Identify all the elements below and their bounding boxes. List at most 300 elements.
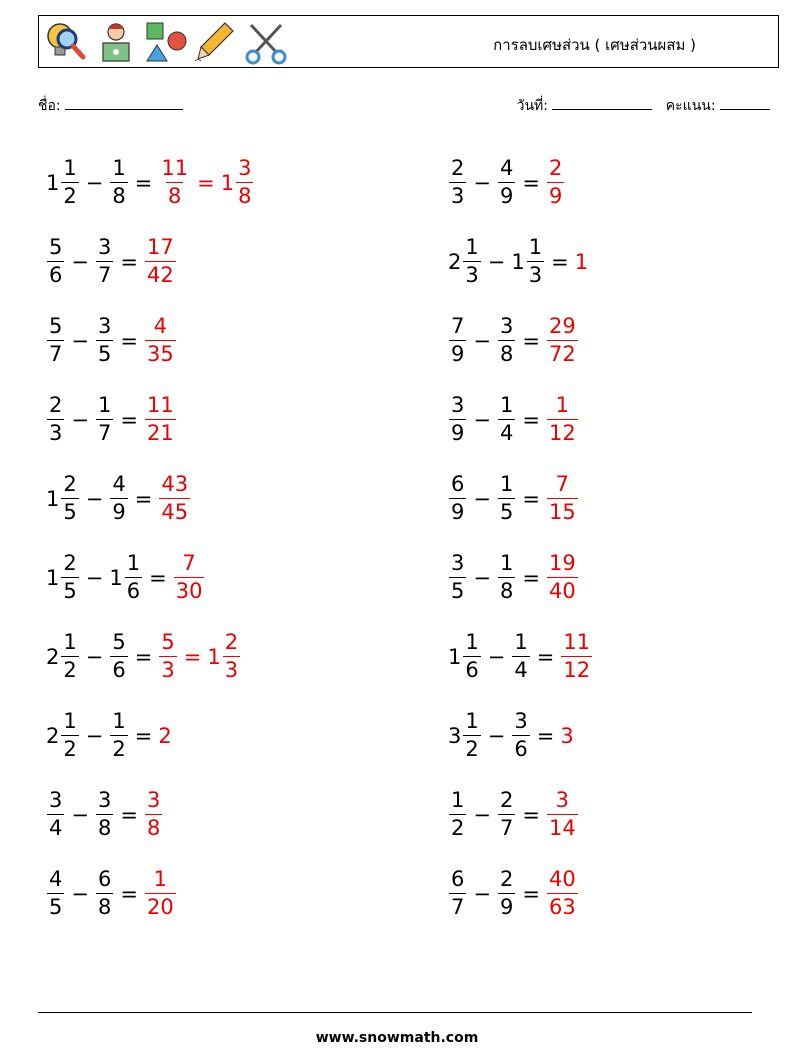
answer — [560, 632, 593, 681]
minuend-numerator: 2 — [451, 156, 465, 180]
answer — [144, 316, 177, 365]
answer-fraction — [159, 158, 190, 207]
minuend-whole: 2 — [448, 249, 462, 274]
subtrahend-denominator: 5 — [499, 500, 514, 524]
minuend-number — [46, 474, 80, 523]
answer-numerator: 5 — [161, 630, 175, 654]
minuend-numerator: 3 — [49, 788, 63, 812]
answer-numerator: 3 — [146, 788, 161, 812]
answer-fraction — [145, 316, 176, 365]
score-blank-line[interactable] — [720, 98, 770, 110]
answer-denominator: 15 — [548, 500, 576, 524]
minuend-number — [448, 316, 467, 365]
equals-sign: = — [120, 407, 138, 432]
subtrahend-number — [497, 158, 516, 207]
minuend-number — [46, 553, 80, 602]
answer-fraction — [547, 790, 578, 839]
problem-row — [448, 538, 593, 617]
minuend-denominator: 3 — [49, 421, 63, 445]
subtrahend-number — [497, 395, 516, 444]
minuend-denominator: 9 — [451, 342, 465, 366]
subtrahend-fraction — [125, 553, 142, 602]
equals-sign: = — [134, 170, 153, 195]
subtrahend-number — [497, 553, 516, 602]
answer-number — [207, 632, 241, 681]
subtrahend-denominator: 7 — [97, 421, 112, 445]
subtrahend-numerator: 4 — [499, 156, 514, 180]
minuend-whole: 2 — [46, 723, 60, 748]
minuend-numerator: 3 — [451, 551, 465, 575]
subtrahend-denominator: 2 — [112, 737, 126, 761]
problems-column-right — [448, 143, 593, 933]
answer-numerator: 1 — [555, 393, 570, 417]
problem-row — [46, 775, 254, 854]
date-score-fields — [517, 95, 770, 117]
answer-denominator: 3 — [224, 658, 239, 682]
subtrahend-numerator: 1 — [97, 393, 112, 417]
minuend-numerator: 6 — [451, 867, 465, 891]
answer-denominator: 12 — [548, 421, 576, 445]
minuend-numerator: 2 — [63, 551, 77, 575]
minuend-number — [448, 474, 467, 523]
minuend-denominator: 2 — [63, 737, 77, 761]
answer — [144, 237, 177, 286]
answer-whole: 1 — [220, 170, 235, 195]
subtrahend-fraction — [512, 632, 529, 681]
answer-fraction — [547, 395, 578, 444]
equals-sign: = — [522, 407, 540, 432]
equals-sign: = — [522, 486, 540, 511]
answer — [546, 869, 579, 918]
subtrahend-denominator: 7 — [97, 263, 112, 287]
answer-fraction — [145, 395, 176, 444]
date-blank-line[interactable] — [552, 98, 652, 110]
footer-divider — [38, 1012, 752, 1013]
subtrahend-whole: 1 — [511, 249, 525, 274]
subtrahend-numerator: 4 — [112, 472, 126, 496]
answer-denominator: 40 — [548, 579, 576, 603]
answer — [546, 553, 579, 602]
answer-fraction — [174, 553, 205, 602]
answer-number — [221, 158, 255, 207]
answer-fraction — [159, 474, 190, 523]
minuend-fraction — [449, 790, 466, 839]
answer — [546, 474, 579, 523]
minuend-numerator: 7 — [451, 314, 465, 338]
subtrahend-denominator: 4 — [499, 421, 514, 445]
answer — [158, 724, 172, 748]
subtrahend-numerator: 1 — [112, 156, 126, 180]
answer-number — [144, 395, 177, 444]
minuend-number — [46, 395, 65, 444]
answer-number — [144, 790, 163, 839]
minuend-denominator: 4 — [49, 816, 63, 840]
subtrahend-fraction — [96, 237, 113, 286]
answer-numerator: 43 — [161, 472, 189, 496]
subtrahend-numerator: 1 — [499, 393, 514, 417]
subtrahend-fraction — [96, 869, 113, 918]
subtrahend-numerator: 3 — [514, 709, 528, 733]
equals-sign: = — [134, 723, 153, 748]
answer-numerator: 11 — [161, 156, 189, 180]
answer-denominator: 14 — [548, 816, 576, 840]
subtrahend-fraction — [498, 395, 515, 444]
subtrahend-numerator: 1 — [499, 551, 514, 575]
minuend-denominator: 2 — [451, 816, 465, 840]
answer-number — [546, 158, 565, 207]
minuend-denominator: 7 — [49, 342, 63, 366]
answer-denominator: 42 — [146, 263, 174, 287]
answer-fraction — [145, 869, 176, 918]
minuend-number — [46, 158, 80, 207]
subtrahend-number — [109, 632, 128, 681]
answer-numerator: 2 — [224, 630, 239, 654]
equals-sign: = — [522, 170, 540, 195]
answer-denominator: 63 — [548, 895, 576, 919]
minuend-number — [448, 790, 467, 839]
minuend-number — [46, 790, 65, 839]
answer-denominator: 20 — [146, 895, 174, 919]
problem-row — [46, 143, 254, 222]
answer-numerator: 4 — [153, 314, 168, 338]
subtrahend-fraction — [110, 632, 127, 681]
date-label: วันที่: — [516, 98, 548, 114]
minuend-numerator: 1 — [63, 630, 77, 654]
problem-row — [46, 301, 254, 380]
subtrahend-denominator: 6 — [126, 579, 141, 603]
subtrahend-fraction — [498, 869, 515, 918]
footer-url: www.snowmath.com — [315, 1030, 479, 1046]
minus-sign: − — [473, 170, 491, 195]
problem-row — [46, 854, 254, 933]
minus-sign: − — [85, 723, 104, 748]
answer-number — [560, 724, 574, 748]
minuend-numerator: 1 — [465, 630, 479, 654]
minuend-numerator: 5 — [49, 235, 63, 259]
answer-whole: 1 — [207, 644, 221, 669]
minuend-number — [46, 237, 65, 286]
minus-sign: − — [85, 644, 104, 669]
subtrahend-denominator: 6 — [112, 658, 126, 682]
answer-fraction — [547, 474, 578, 523]
name-field — [38, 95, 183, 117]
minuend-number — [448, 711, 482, 760]
answer-numerator: 17 — [146, 235, 174, 259]
subtrahend-denominator: 9 — [112, 500, 126, 524]
answer — [173, 553, 206, 602]
minuend-fraction — [463, 237, 480, 286]
minus-sign: − — [71, 407, 89, 432]
minus-sign: − — [487, 249, 506, 274]
subtrahend-denominator: 9 — [499, 895, 514, 919]
answer-number — [173, 553, 206, 602]
minuend-denominator: 5 — [49, 895, 63, 919]
name-label: ชื่อ: — [38, 98, 61, 114]
subtrahend-fraction — [110, 474, 127, 523]
equals-sign: = — [522, 802, 540, 827]
minuend-number — [46, 632, 80, 681]
subtrahend-numerator: 3 — [97, 788, 112, 812]
answer-denominator: 9 — [548, 184, 563, 208]
answer-number — [546, 316, 579, 365]
answer-numerator: 40 — [548, 867, 576, 891]
minuend-denominator: 6 — [465, 658, 479, 682]
equals-sign: = — [120, 249, 138, 274]
answer-number — [546, 790, 579, 839]
answer — [158, 632, 241, 681]
answer — [546, 395, 579, 444]
subtrahend-numerator: 5 — [112, 630, 126, 654]
minuend-denominator: 5 — [451, 579, 465, 603]
score-label: คะแนน: — [665, 98, 716, 114]
minuend-fraction — [61, 632, 78, 681]
answer-fraction — [159, 632, 176, 681]
subtrahend-numerator: 6 — [97, 867, 112, 891]
answer-numerator: 2 — [548, 156, 563, 180]
subtrahend-number — [497, 790, 516, 839]
subtrahend-denominator: 4 — [514, 658, 528, 682]
answer-denominator: 8 — [238, 184, 252, 208]
subtrahend-number — [109, 553, 143, 602]
answer-fraction — [236, 158, 253, 207]
minus-sign: − — [473, 328, 491, 353]
answer-number — [546, 395, 579, 444]
minuend-fraction — [449, 158, 466, 207]
equals-sign: = — [522, 881, 540, 906]
minuend-whole: 1 — [46, 170, 60, 195]
problem-row — [46, 538, 254, 617]
answer-denominator: 8 — [146, 816, 161, 840]
answer-number — [158, 632, 177, 681]
equals-sign: = — [134, 644, 153, 669]
minuend-whole: 1 — [448, 644, 462, 669]
minuend-fraction — [61, 711, 78, 760]
minuend-numerator: 4 — [49, 867, 63, 891]
answer-numerator: 11 — [146, 393, 174, 417]
subtrahend-number — [497, 474, 516, 523]
subtrahend-denominator: 7 — [499, 816, 514, 840]
minuend-denominator: 2 — [63, 658, 77, 682]
minus-sign: − — [473, 486, 491, 511]
subtrahend-fraction — [527, 237, 544, 286]
equals-sign: = — [120, 802, 138, 827]
minus-sign: − — [85, 486, 104, 511]
answer-number — [546, 474, 579, 523]
answer-numerator: 29 — [548, 314, 576, 338]
scissors-icon — [243, 19, 289, 65]
subtrahend-numerator: 1 — [499, 472, 514, 496]
subtrahend-numerator: 1 — [514, 630, 528, 654]
subtrahend-numerator: 3 — [97, 314, 112, 338]
minuend-number — [448, 632, 482, 681]
subtrahend-number — [109, 474, 128, 523]
answer — [546, 790, 579, 839]
answer — [158, 474, 191, 523]
answer-fraction — [547, 869, 578, 918]
worksheet-title: การลบเศษส่วน ( เศษส่วนผสม ) — [493, 36, 696, 54]
subtrahend-numerator: 3 — [499, 314, 514, 338]
subtrahend-fraction — [498, 158, 515, 207]
minuend-whole: 3 — [448, 723, 462, 748]
subtrahend-fraction — [498, 790, 515, 839]
minuend-numerator: 5 — [49, 314, 63, 338]
problem-row — [46, 222, 254, 301]
problem-row — [448, 617, 593, 696]
minuend-fraction — [47, 395, 64, 444]
subtrahend-denominator: 8 — [499, 342, 514, 366]
minuend-denominator: 5 — [63, 579, 77, 603]
minuend-numerator: 1 — [465, 709, 479, 733]
minuend-numerator: 1 — [63, 709, 77, 733]
answer-fraction — [547, 158, 564, 207]
subtrahend-fraction — [110, 711, 127, 760]
subtrahend-fraction — [498, 553, 515, 602]
minus-sign: − — [473, 407, 491, 432]
minus-sign: − — [71, 249, 89, 274]
answer-number — [158, 724, 172, 748]
problem-row — [448, 775, 593, 854]
subtrahend-numerator: 3 — [97, 235, 112, 259]
subtrahend-number — [95, 869, 114, 918]
minus-sign: − — [85, 565, 104, 590]
minuend-denominator: 9 — [451, 421, 465, 445]
subtrahend-denominator: 8 — [499, 579, 514, 603]
answer-numerator: 7 — [182, 551, 196, 575]
answer — [546, 316, 579, 365]
minuend-whole: 1 — [46, 565, 60, 590]
answer-fraction — [547, 553, 578, 602]
answer-fraction — [223, 632, 240, 681]
teacher-icon — [93, 19, 139, 65]
problem-row — [46, 459, 254, 538]
answer-number — [575, 250, 589, 274]
answer-denominator: 72 — [548, 342, 576, 366]
minuend-numerator: 3 — [451, 393, 465, 417]
answer-denominator: 45 — [161, 500, 189, 524]
minuend-fraction — [61, 158, 78, 207]
minuend-fraction — [449, 474, 466, 523]
name-blank-line[interactable] — [65, 98, 183, 110]
answer-denominator: 21 — [146, 421, 174, 445]
answer-whole: 3 — [560, 723, 574, 748]
subtrahend-denominator: 8 — [97, 895, 112, 919]
minuend-number — [448, 237, 482, 286]
minus-sign: − — [71, 881, 89, 906]
subtrahend-numerator: 2 — [499, 867, 514, 891]
answer-denominator: 30 — [175, 579, 203, 603]
minuend-denominator: 3 — [465, 263, 479, 287]
minus-sign: − — [473, 881, 491, 906]
minuend-number — [448, 869, 467, 918]
subtrahend-number — [95, 316, 114, 365]
minuend-whole: 2 — [46, 644, 60, 669]
subtrahend-numerator: 1 — [112, 709, 126, 733]
minuend-denominator: 3 — [451, 184, 465, 208]
answer-number — [144, 316, 177, 365]
subtrahend-denominator: 8 — [97, 816, 112, 840]
minus-sign: − — [473, 565, 491, 590]
subtrahend-fraction — [96, 395, 113, 444]
problem-row — [448, 143, 593, 222]
answer-whole: 2 — [158, 723, 172, 748]
minuend-number — [46, 711, 80, 760]
minuend-number — [448, 158, 467, 207]
subtrahend-fraction — [498, 316, 515, 365]
subtrahend-number — [95, 395, 114, 444]
answer — [575, 250, 589, 274]
answer-number — [144, 869, 177, 918]
answer-denominator: 35 — [146, 342, 174, 366]
minuend-number — [46, 869, 65, 918]
subtrahend-whole: 1 — [109, 565, 123, 590]
problem-row — [448, 696, 593, 775]
minuend-fraction — [449, 553, 466, 602]
answer — [144, 395, 177, 444]
equals-sign: = — [134, 486, 153, 511]
minuend-numerator: 6 — [451, 472, 465, 496]
equals-sign: = — [536, 644, 555, 669]
subtrahend-number — [95, 790, 114, 839]
subtrahend-fraction — [96, 316, 113, 365]
answer-number — [560, 632, 593, 681]
answer-equals-sign: = — [183, 644, 202, 669]
subtrahend-number — [109, 711, 128, 760]
equals-sign: = — [536, 723, 555, 748]
equals-sign: = — [120, 328, 138, 353]
answer-numerator: 7 — [555, 472, 570, 496]
minuend-fraction — [61, 553, 78, 602]
answer-fraction — [145, 237, 176, 286]
minuend-fraction — [61, 474, 78, 523]
subtrahend-fraction — [110, 158, 127, 207]
subtrahend-number — [511, 711, 530, 760]
minus-sign: − — [71, 802, 89, 827]
subtrahend-denominator: 8 — [112, 184, 126, 208]
minuend-fraction — [47, 316, 64, 365]
minuend-fraction — [463, 711, 480, 760]
minuend-fraction — [47, 869, 64, 918]
answer-fraction — [145, 790, 162, 839]
answer — [158, 158, 254, 207]
subtrahend-numerator: 1 — [126, 551, 141, 575]
minuend-fraction — [47, 790, 64, 839]
subtrahend-denominator: 3 — [528, 263, 543, 287]
answer-numerator: 1 — [153, 867, 168, 891]
minus-sign: − — [487, 723, 506, 748]
answer-number — [158, 158, 191, 207]
subtrahend-denominator: 9 — [499, 184, 514, 208]
subtrahend-number — [511, 237, 545, 286]
answer-number — [144, 237, 177, 286]
equals-sign: = — [120, 881, 138, 906]
answer-numerator: 11 — [563, 630, 591, 654]
subtrahend-denominator: 6 — [514, 737, 528, 761]
answer-fraction — [561, 632, 592, 681]
equals-sign: = — [149, 565, 167, 590]
problems-column-left — [46, 143, 254, 933]
answer — [144, 869, 177, 918]
answer-number — [546, 869, 579, 918]
minuend-numerator: 2 — [63, 472, 77, 496]
subtrahend-numerator: 2 — [499, 788, 514, 812]
subtrahend-number — [95, 237, 114, 286]
problem-row — [448, 459, 593, 538]
subtrahend-number — [109, 158, 128, 207]
minuend-number — [46, 316, 65, 365]
minuend-numerator: 1 — [465, 235, 479, 259]
minus-sign: − — [487, 644, 506, 669]
problem-row — [46, 617, 254, 696]
